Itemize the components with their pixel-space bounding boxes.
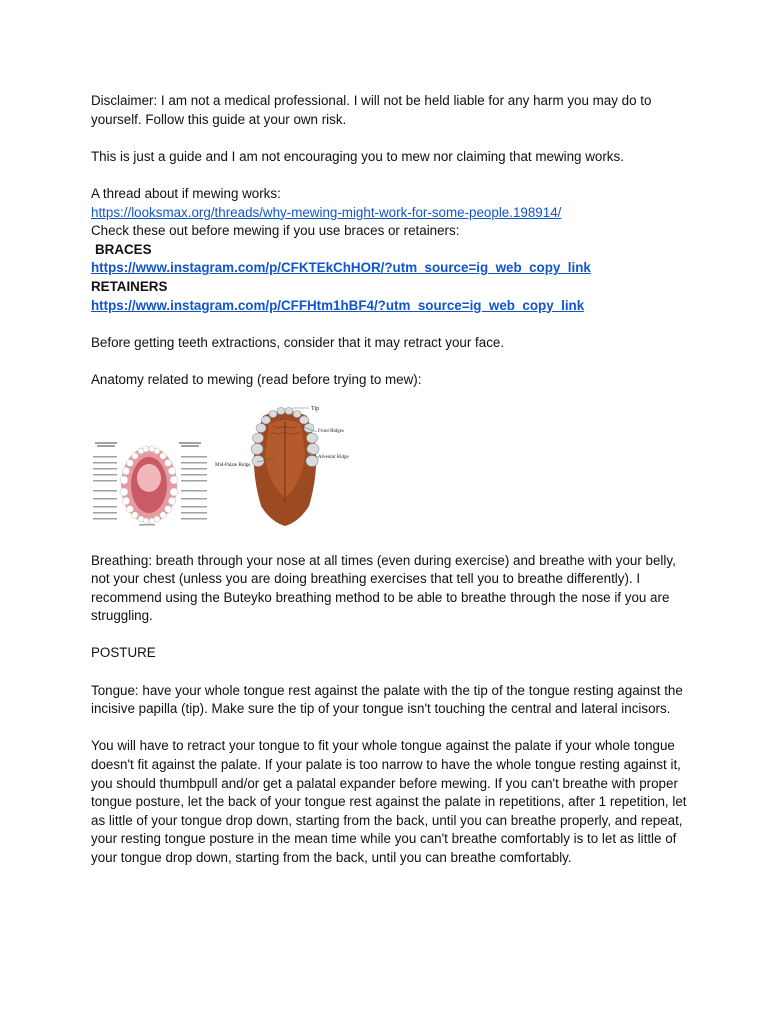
breathing-text: Breathing: breath through your nose at all times (even during exercise) and breathe with your belly, not your chest (unless you are doing breathing exercises that tell you to breathe differently). I recommend using the Buteyko breathing method to be able to breathe through the nose if you are struggling. [91,552,676,624]
retainers-label: RETAINERS [91,278,168,294]
anatomy-intro-text: Anatomy related to mewing (read before trying to mew): [91,371,422,387]
anatomy-figures [91,402,691,542]
palate-illustration-image [213,402,353,530]
retainers-link[interactable]: https://www.instagram.com/p/CFFHtm1hBF4/?utm_source=ig_web_copy_link [91,297,585,313]
braces-label: BRACES [95,241,152,257]
teeth-chart-image [91,438,209,528]
thread-link[interactable]: https://looksmax.org/threads/why-mewing-might-work-for-some-people.198914/ [91,204,562,220]
posture-heading: POSTURE [91,645,156,661]
braces-link[interactable]: https://www.instagram.com/p/CFKTEkChHOR/?utm_source=ig_web_copy_link [91,260,591,276]
extractions-text: Before getting teeth extractions, consider that it may retract your face. [91,334,505,350]
document-page [91,92,691,868]
label-tip: Tip [311,405,320,412]
thread-intro-text: A thread about if mewing works: [91,185,281,201]
disclaimer-text: Disclaimer: I am not a medical professional. I will not be held liable for any harm you may do to yourself. Follow this guide at your own risk. [91,93,652,127]
label-front-ridges: Front Ridges [318,428,344,434]
tongue-text: Tongue: have your whole tongue rest against the palate with the tip of the tongue resting against the incisive papilla (tip). Make sure the tip of your tongue isn't touching the central and lateral incisors. [91,682,683,717]
label-alveolar-ridge: Alveolar Ridge [318,454,349,460]
braces-intro-text: Check these out before mewing if you use braces or retainers: [91,223,460,239]
label-mid-palate-ridge: Mid-Palate Ridge [215,462,251,468]
retract-text: You will have to retract your tongue to fit your whole tongue against the palate if your whole tongue doesn't fit against the palate. If your palate is too narrow to have the whole tongue resting against it, you should thumbpull and/or get a palatal expander before mewing. If you can't breathe with proper tongue posture, let the back of your tongue rest against the palate in repetitions, after 1 repetition, let as little of your tongue drop down, starting from the back, until you can breathe properly, and repeat, your resting tongue posture in the mean time while you can't breathe comfortably is to let as little of your tongue drop down, starting from the back, until you can breathe comfortably. [91,738,687,865]
guide-note-text: This is just a guide and I am not encouraging you to mew nor claiming that mewing works. [91,148,624,164]
